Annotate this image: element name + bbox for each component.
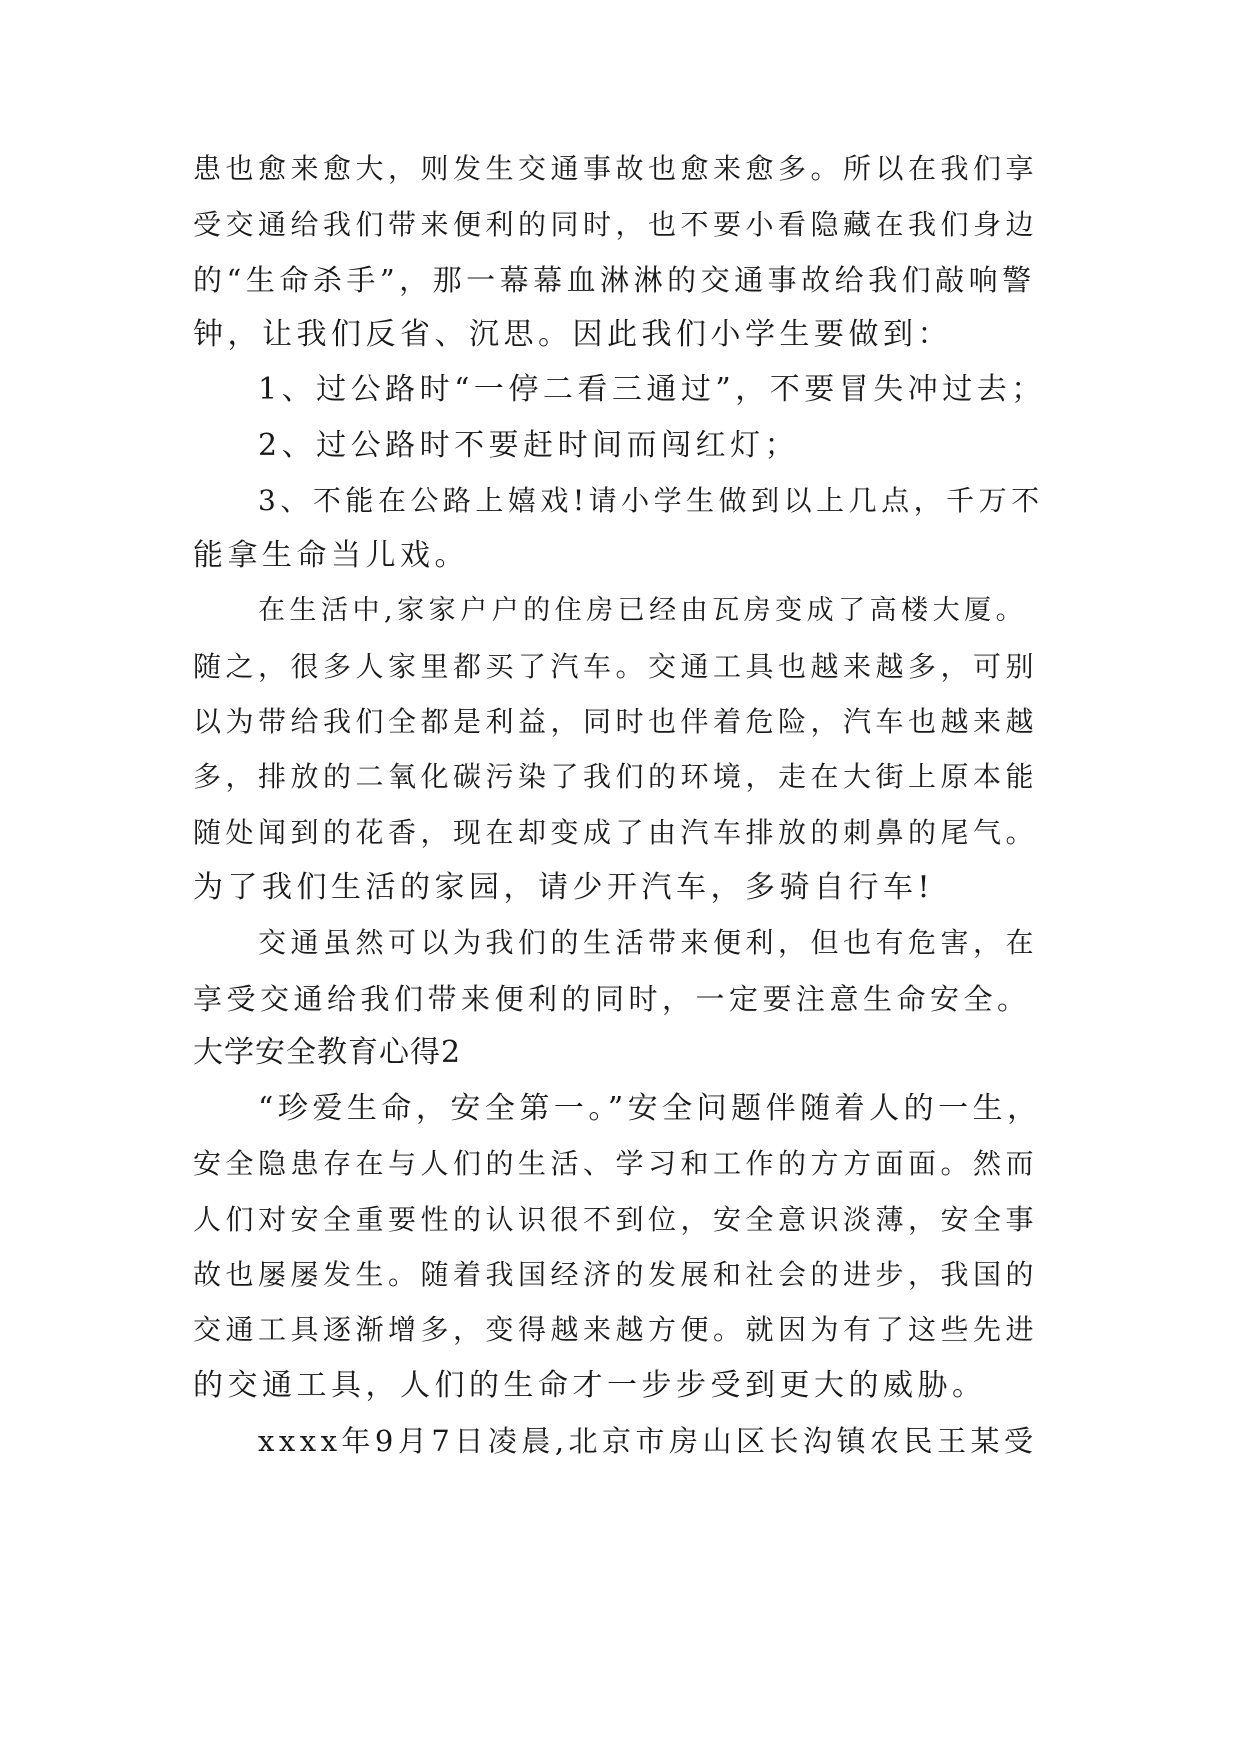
paragraph-start: 在生活中,家家户户的住房已经由瓦房变成了高楼大厦。 (258, 595, 1028, 626)
body-text-line: 人们对安全重要性的认识很不到位，安全意识淡薄，安全事 (193, 1203, 1039, 1236)
paragraph-start: 交通虽然可以为我们的生活带来便利，但也有危害，在 (258, 926, 1039, 959)
list-item-2: 2、过公路时不要赶时间而闯红灯； (258, 428, 800, 463)
body-text-line: 安全隐患存在与人们的生活、学习和工作的方方面面。然而 (193, 1147, 1039, 1180)
body-text-line: 故也屡屡发生。随着我国经济的发展和社会的进步，我国的 (193, 1258, 1039, 1291)
body-text-line: 为了我们生活的家园，请少开汽车，多骑自行车! (193, 870, 935, 905)
list-item-1: 1、过公路时“一停二看三通过”，不要冒失冲过去； (258, 372, 1046, 407)
section-heading: 大学安全教育心得2 (193, 1035, 462, 1070)
body-text-line: 受交通给我们带来便利的同时，也不要小看隐藏在我们身边 (193, 208, 1039, 241)
paragraph-start: xxxx年9月7日凌晨,北京市房山区长沟镇农民王某受 (258, 1424, 1038, 1458)
paragraph-start: “珍爱生命，安全第一。”安全问题伴随着人的一生， (258, 1091, 1042, 1126)
body-text-line: 以为带给我们全都是利益，同时也伴着危险，汽车也越来越 (193, 705, 1039, 738)
body-text-line: 的“生命杀手”，那一幕幕血淋淋的交通事故给我们敲响警 (193, 263, 1036, 297)
body-text-line: 交通工具逐渐增多，变得越来越方便。就因为有了这些先进 (193, 1313, 1039, 1346)
body-text-line: 随处闻到的花香，现在却变成了由汽车排放的刺鼻的尾气。 (193, 816, 1039, 849)
body-text-line: 享受交通给我们带来便利的同时，一定要注意生命安全。 (193, 982, 1031, 1016)
body-text-line: 患也愈来愈大，则发生交通事故也愈来愈多。所以在我们享 (193, 152, 1039, 185)
list-item-3: 3、不能在公路上嬉戏!请小学生做到以上几点，千万不 (258, 484, 1044, 517)
body-text-line: 的交通工具，人们的生命才一步步受到更大的威胁。 (193, 1368, 987, 1403)
body-text-line: 随之，很多人家里都买了汽车。交通工具也越来越多，可别 (193, 650, 1039, 683)
body-text-line: 多，排放的二氧化碳污染了我们的环境，走在大街上原本能 (193, 760, 1039, 793)
body-text-line: 钟，让我们反省、沉思。因此我们小学生要做到： (193, 317, 952, 352)
body-text-line: 能拿生命当儿戏。 (193, 538, 469, 573)
